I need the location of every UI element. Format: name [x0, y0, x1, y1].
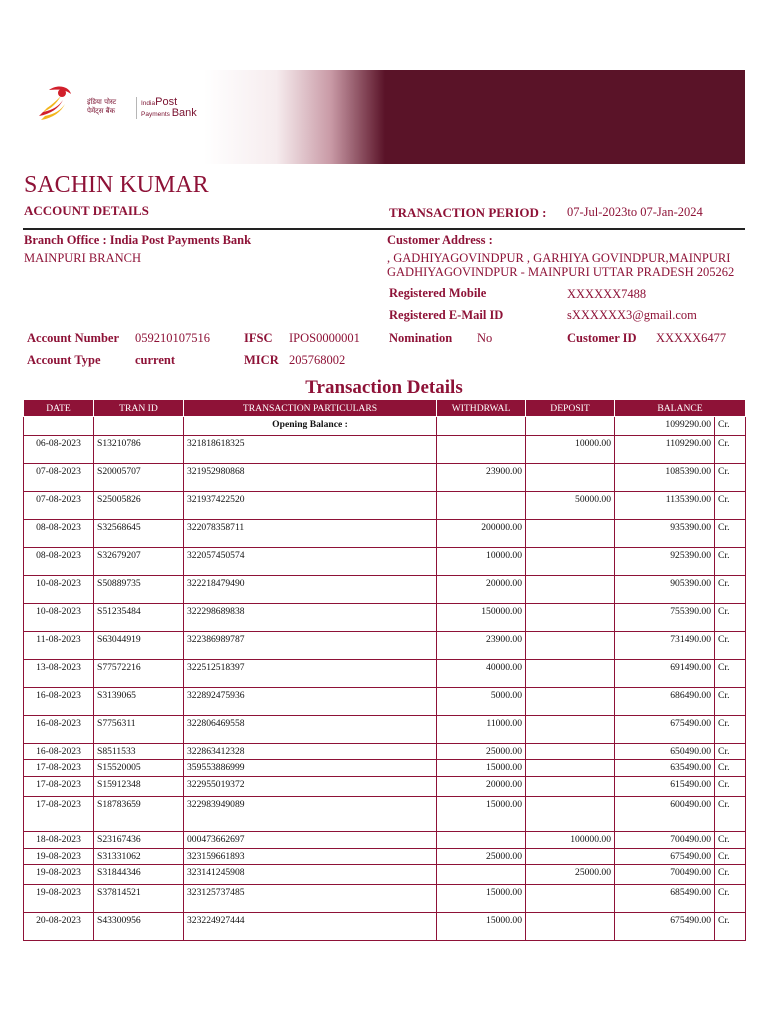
cell-date: 07-08-2023 — [24, 463, 94, 491]
cell-balance: 935390.00 — [615, 519, 715, 547]
transaction-details-title: Transaction Details — [305, 377, 463, 398]
customer-address-label: Customer Address : — [387, 233, 493, 247]
opening-balance-label: Opening Balance : — [184, 417, 437, 436]
cell-tran-id: S50889735 — [94, 575, 184, 603]
cell-tran-id: S37814521 — [94, 885, 184, 913]
cell-date: 16-08-2023 — [24, 715, 94, 743]
cell-deposit — [526, 659, 615, 687]
cell-cr: Cr. — [715, 743, 746, 760]
registered-email-value: sXXXXXX3@gmail.com — [567, 308, 697, 322]
customer-address-line2: GADHIYAGOVINDPUR - MAINPURI UTTAR PRADESH 205262 — [387, 265, 735, 279]
nomination-value: No — [477, 331, 493, 345]
transactions-body — [24, 417, 746, 941]
cell-date: 19-08-2023 — [24, 865, 94, 885]
transactions-table — [23, 399, 746, 941]
cell-balance: 700490.00 — [615, 832, 715, 849]
table-row — [24, 760, 746, 777]
cell-particulars: 321937422520 — [184, 491, 437, 519]
cell-tran-id: S51235484 — [94, 603, 184, 631]
transaction-period-label: TRANSACTION PERIOD : — [389, 205, 547, 220]
cell-withdrawal — [437, 491, 526, 519]
cell-deposit: 50000.00 — [526, 491, 615, 519]
cell-balance: 925390.00 — [615, 547, 715, 575]
cell-particulars: 323224927444 — [184, 913, 437, 941]
registered-mobile-value: XXXXXX7488 — [567, 287, 647, 301]
cell-particulars: 322892475936 — [184, 687, 437, 715]
cell-tran-id: S77572216 — [94, 659, 184, 687]
table-row — [24, 547, 746, 575]
cell-deposit — [526, 715, 615, 743]
cell-balance: 700490.00 — [615, 865, 715, 885]
cell-withdrawal: 5000.00 — [437, 687, 526, 715]
cell-cr: Cr. — [715, 603, 746, 631]
india-post-logo-icon — [33, 82, 75, 122]
cell-particulars: 322218479490 — [184, 575, 437, 603]
table-row — [24, 885, 746, 913]
cell-cr: Cr. — [715, 631, 746, 659]
cell-tran-id: S31331062 — [94, 848, 184, 865]
cell-tran-id: S3139065 — [94, 687, 184, 715]
cell-withdrawal: 25000.00 — [437, 848, 526, 865]
cell-deposit — [526, 848, 615, 865]
cell-cr: Cr. — [715, 547, 746, 575]
table-header-row — [24, 400, 746, 417]
table-row — [24, 796, 746, 832]
col-header-tran-id: TRAN ID — [94, 400, 184, 417]
cell-balance: 755390.00 — [615, 603, 715, 631]
cell-tran-id: S18783659 — [94, 796, 184, 832]
cell-withdrawal: 15000.00 — [437, 796, 526, 832]
table-row — [24, 519, 746, 547]
cell-withdrawal: 15000.00 — [437, 885, 526, 913]
cell-cr: Cr. — [715, 796, 746, 832]
cell-cr: Cr. — [715, 865, 746, 885]
cell-balance: 685490.00 — [615, 885, 715, 913]
customer-address-line1: , GADHIYAGOVINDPUR , GARHIYA GOVINDPUR,MAINPURI — [387, 251, 731, 265]
cell-cr: Cr. — [715, 575, 746, 603]
cell-date: 18-08-2023 — [24, 832, 94, 849]
cell-deposit — [526, 913, 615, 941]
cell-withdrawal: 20000.00 — [437, 575, 526, 603]
cell-deposit — [526, 743, 615, 760]
cell-date: 16-08-2023 — [24, 687, 94, 715]
cell-date: 19-08-2023 — [24, 848, 94, 865]
cell-deposit — [526, 575, 615, 603]
registered-mobile-label: Registered Mobile — [389, 286, 487, 300]
cell-tran-id: S20005707 — [94, 463, 184, 491]
account-type-label: Account Type — [27, 353, 101, 367]
cell-empty — [526, 417, 615, 436]
cell-particulars: 323125737485 — [184, 885, 437, 913]
micr-value: 205768002 — [289, 353, 346, 367]
cell-tran-id: S31844346 — [94, 865, 184, 885]
cell-deposit — [526, 519, 615, 547]
cell-withdrawal: 11000.00 — [437, 715, 526, 743]
cell-balance: 675490.00 — [615, 913, 715, 941]
cell-particulars: 323159661893 — [184, 848, 437, 865]
cell-particulars: 322512518397 — [184, 659, 437, 687]
cell-balance: 635490.00 — [615, 760, 715, 777]
cell-tran-id: S32568645 — [94, 519, 184, 547]
table-row — [24, 865, 746, 885]
customer-id-value: XXXXX6477 — [656, 331, 727, 345]
cell-tran-id: S32679207 — [94, 547, 184, 575]
ifsc-label: IFSC — [244, 331, 273, 345]
table-row — [24, 743, 746, 760]
col-header-balance: BALANCE — [615, 400, 746, 417]
cell-tran-id: S8511533 — [94, 743, 184, 760]
account-number-label: Account Number — [27, 331, 120, 345]
cell-balance: 675490.00 — [615, 715, 715, 743]
cell-cr: Cr. — [715, 715, 746, 743]
cell-tran-id: S43300956 — [94, 913, 184, 941]
cell-deposit: 25000.00 — [526, 865, 615, 885]
cell-balance: 1135390.00 — [615, 491, 715, 519]
cell-withdrawal: 15000.00 — [437, 913, 526, 941]
account-details-heading: ACCOUNT DETAILS — [24, 203, 149, 218]
cell-date: 16-08-2023 — [24, 743, 94, 760]
table-row — [24, 435, 746, 463]
cell-balance: 691490.00 — [615, 659, 715, 687]
cell-particulars: 322955019372 — [184, 776, 437, 796]
cell-balance: 600490.00 — [615, 796, 715, 832]
cell-cr: Cr. — [715, 913, 746, 941]
cell-date: 08-08-2023 — [24, 547, 94, 575]
cell-cr: Cr. — [715, 463, 746, 491]
table-row — [24, 603, 746, 631]
cell-empty — [437, 417, 526, 436]
cell-tran-id: S7756311 — [94, 715, 184, 743]
opening-balance-cr: Cr. — [715, 417, 746, 436]
table-row — [24, 659, 746, 687]
cell-balance: 615490.00 — [615, 776, 715, 796]
cell-withdrawal: 20000.00 — [437, 776, 526, 796]
account-type-value: current — [135, 353, 176, 367]
cell-withdrawal — [437, 832, 526, 849]
col-header-date: DATE — [24, 400, 94, 417]
cell-balance: 650490.00 — [615, 743, 715, 760]
customer-id-label: Customer ID — [567, 331, 637, 345]
opening-balance-row — [24, 417, 746, 436]
table-row — [24, 687, 746, 715]
cell-tran-id: S25005826 — [94, 491, 184, 519]
cell-date: 17-08-2023 — [24, 796, 94, 832]
cell-cr: Cr. — [715, 659, 746, 687]
transaction-period-value: 07-Jul-2023to 07-Jan-2024 — [567, 205, 703, 219]
cell-withdrawal: 25000.00 — [437, 743, 526, 760]
cell-date: 10-08-2023 — [24, 575, 94, 603]
cell-deposit — [526, 796, 615, 832]
table-row — [24, 848, 746, 865]
cell-particulars: 323141245908 — [184, 865, 437, 885]
cell-withdrawal: 150000.00 — [437, 603, 526, 631]
cell-withdrawal: 23900.00 — [437, 463, 526, 491]
cell-withdrawal — [437, 435, 526, 463]
cell-balance: 1085390.00 — [615, 463, 715, 491]
cell-deposit: 10000.00 — [526, 435, 615, 463]
cell-cr: Cr. — [715, 435, 746, 463]
cell-date: 13-08-2023 — [24, 659, 94, 687]
cell-date: 06-08-2023 — [24, 435, 94, 463]
table-row — [24, 832, 746, 849]
cell-tran-id: S15912348 — [94, 776, 184, 796]
cell-cr: Cr. — [715, 760, 746, 777]
cell-balance: 731490.00 — [615, 631, 715, 659]
registered-email-label: Registered E-Mail ID — [389, 308, 504, 322]
customer-name: SACHIN KUMAR — [24, 172, 209, 198]
cell-withdrawal: 200000.00 — [437, 519, 526, 547]
cell-cr: Cr. — [715, 776, 746, 796]
cell-empty — [24, 417, 94, 436]
branch-name: MAINPURI BRANCH — [24, 251, 142, 265]
cell-deposit — [526, 547, 615, 575]
cell-cr: Cr. — [715, 832, 746, 849]
table-row — [24, 913, 746, 941]
cell-cr: Cr. — [715, 885, 746, 913]
table-row — [24, 491, 746, 519]
cell-empty — [94, 417, 184, 436]
logo-area — [23, 70, 385, 164]
ifsc-value: IPOS0000001 — [289, 331, 360, 345]
cell-deposit: 100000.00 — [526, 832, 615, 849]
col-header-particulars: TRANSACTION PARTICULARS — [184, 400, 437, 417]
cell-date: 07-08-2023 — [24, 491, 94, 519]
cell-withdrawal: 40000.00 — [437, 659, 526, 687]
cell-withdrawal: 15000.00 — [437, 760, 526, 777]
cell-particulars: 359553886999 — [184, 760, 437, 777]
cell-date: 20-08-2023 — [24, 913, 94, 941]
col-header-withdrawal: WITHDRWAL — [437, 400, 526, 417]
cell-particulars: 000473662697 — [184, 832, 437, 849]
cell-particulars: 322983949089 — [184, 796, 437, 832]
cell-cr: Cr. — [715, 848, 746, 865]
cell-particulars: 322057450574 — [184, 547, 437, 575]
cell-balance: 1109290.00 — [615, 435, 715, 463]
cell-deposit — [526, 603, 615, 631]
cell-withdrawal: 23900.00 — [437, 631, 526, 659]
cell-deposit — [526, 776, 615, 796]
cell-tran-id: S23167436 — [94, 832, 184, 849]
cell-particulars: 322863412328 — [184, 743, 437, 760]
cell-withdrawal: 10000.00 — [437, 547, 526, 575]
logo-separator — [136, 97, 137, 119]
cell-date: 19-08-2023 — [24, 885, 94, 913]
cell-date: 08-08-2023 — [24, 519, 94, 547]
cell-balance: 686490.00 — [615, 687, 715, 715]
cell-balance: 905390.00 — [615, 575, 715, 603]
logo-hindi-text: इंडिया पोस्ट पेमेंट्स बैंक — [87, 98, 117, 115]
header-divider — [23, 228, 745, 230]
col-header-deposit: DEPOSIT — [526, 400, 615, 417]
cell-cr: Cr. — [715, 491, 746, 519]
cell-deposit — [526, 687, 615, 715]
cell-withdrawal — [437, 865, 526, 885]
cell-deposit — [526, 760, 615, 777]
cell-tran-id: S15520005 — [94, 760, 184, 777]
branch-office: Branch Office : India Post Payments Bank — [24, 233, 252, 247]
cell-date: 10-08-2023 — [24, 603, 94, 631]
cell-particulars: 321818618325 — [184, 435, 437, 463]
nomination-label: Nomination — [389, 331, 453, 345]
cell-cr: Cr. — [715, 687, 746, 715]
cell-balance: 675490.00 — [615, 848, 715, 865]
table-row — [24, 776, 746, 796]
cell-particulars: 322078358711 — [184, 519, 437, 547]
cell-particulars: 322806469558 — [184, 715, 437, 743]
cell-date: 17-08-2023 — [24, 760, 94, 777]
cell-deposit — [526, 885, 615, 913]
table-row — [24, 575, 746, 603]
opening-balance-value: 1099290.00 — [615, 417, 715, 436]
cell-tran-id: S13210786 — [94, 435, 184, 463]
table-row — [24, 463, 746, 491]
table-row — [24, 715, 746, 743]
cell-tran-id: S63044919 — [94, 631, 184, 659]
cell-date: 11-08-2023 — [24, 631, 94, 659]
cell-deposit — [526, 463, 615, 491]
micr-label: MICR — [244, 353, 279, 367]
cell-particulars: 322386989787 — [184, 631, 437, 659]
cell-particulars: 321952980868 — [184, 463, 437, 491]
table-row — [24, 631, 746, 659]
cell-date: 17-08-2023 — [24, 776, 94, 796]
cell-deposit — [526, 631, 615, 659]
cell-cr: Cr. — [715, 519, 746, 547]
cell-particulars: 322298689838 — [184, 603, 437, 631]
account-number-value: 059210107516 — [135, 331, 210, 345]
